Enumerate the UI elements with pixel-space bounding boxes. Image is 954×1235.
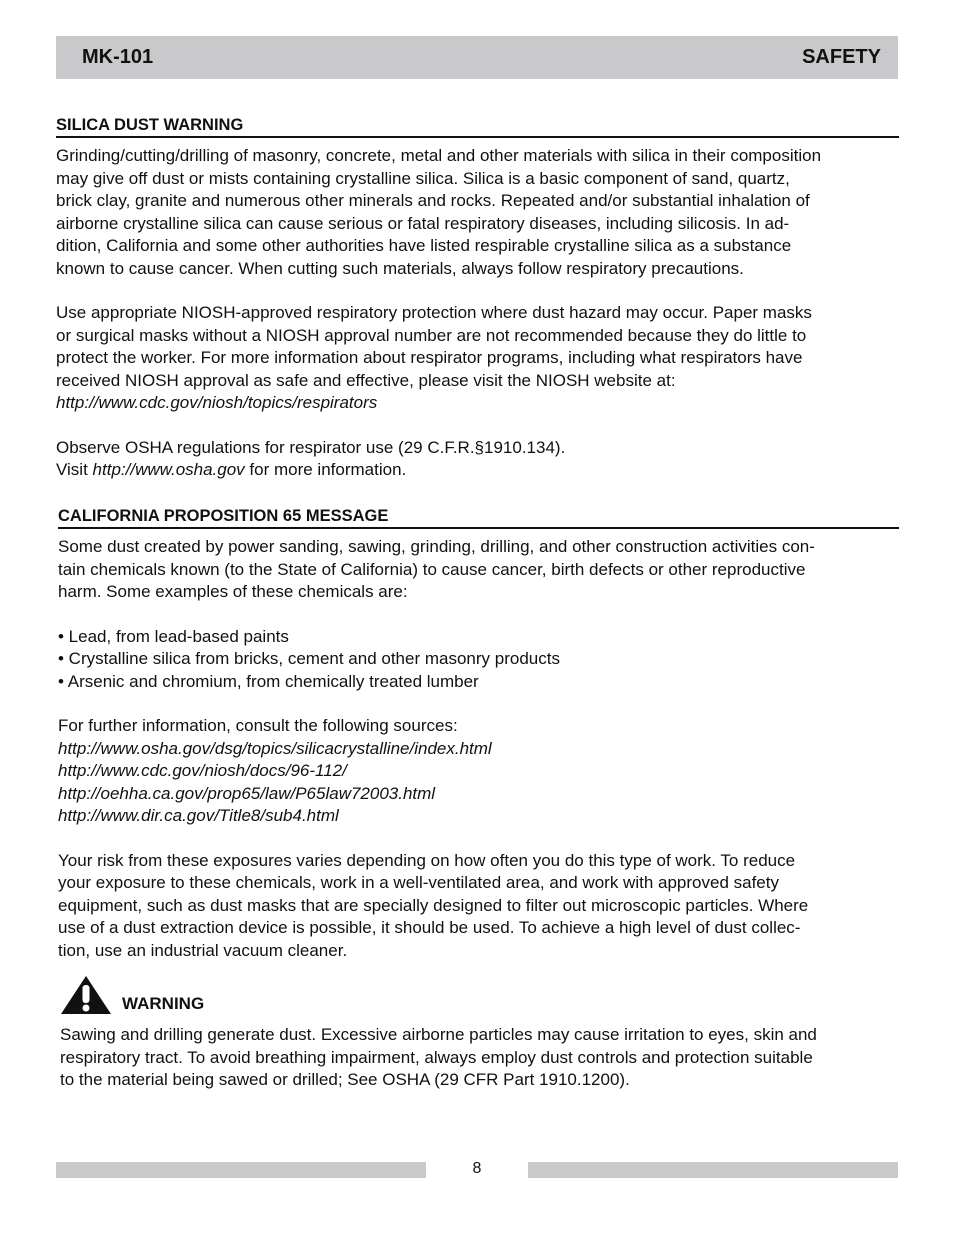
sources-intro: For further information, consult the following sources: [58,716,458,735]
warning-text: Sawing and drilling generate dust. Excessive airborne particles may cause irritation to eyes, skin and respiratory tract. To avoid breathing impairment, always employ dust controls and protection suitable to the material being sawed or drilled; See OSHA (29 CFR Part 1910.1200). [60,1025,817,1089]
list-item: • Arsenic and chromium, from chemically treated lumber [58,671,479,691]
silica-paragraph-2: Use appropriate NIOSH-approved respiratory protection where dust hazard may occur. Paper masks or surgical masks without a NIOSH approval number are not recommended because they do little to protect the worker. For more information about respirator programs, including what respirators have received NIOSH approval as safe and effective, please visit the NIOSH website at: [56,303,812,390]
list-item: • Lead, from lead-based paints [58,626,289,646]
osha-link[interactable]: http://www.osha.gov [92,460,245,479]
source-link-oehha[interactable]: http://oehha.ca.gov/prop65/law/P65law72003.html [58,783,436,803]
source-link-dir[interactable]: http://www.dir.ca.gov/Title8/sub4.html [58,806,339,825]
silica-paragraph-1: Grinding/cutting/drilling of masonry, concrete, metal and other materials with silica in their composition may give off dust or mists containing crystalline silica. Silica is a basic component of sand, quartz, brick clay, granite and numerous other minerals and rocks. Repeated and/or substantial inhalation of airborne crystalline silica can cause serious or fatal respiratory diseases, including silicosis. In ad- dition, California and some other authorities have listed respirable crystalline silica as a substance known to cause cancer. When cutting such materials, always follow respiratory precautions. [56,146,822,278]
warning-triangle-icon [60,975,112,1015]
page-number: 8 [472,1160,482,1177]
warning-label: WARNING [122,994,205,1013]
visit-suffix: for more information. [244,460,407,479]
footer-bar-left [56,1162,426,1178]
prop65-section [58,506,899,962]
prop65-paragraph-1: Some dust created by power sanding, sawing, grinding, drilling, and other construction activities con- tain chemicals known (to the State of California) to cause cancer, birth defects or other reproductive harm. Some examples of these chemicals are: [58,537,815,601]
footer-bar-right [528,1162,898,1178]
prop65-paragraph-2: Your risk from these exposures varies depending on how often you do this type of work. To reduce your exposure to these chemicals, work in a well-ventilated area, and work with approved safety equipment, such as dust masks that are specially designed to filter out microscopic particles. Where use of a dust extraction device is possible, it should be used. To achieve a high level of dust collec- tion, use an industrial vacuum cleaner. [58,850,809,960]
silica-paragraph-4 [56,459,899,482]
warning-section [60,1024,899,1092]
silica-paragraph-3: Observe OSHA regulations for respirator use (29 C.F.R.§1910.134). [56,437,566,457]
silica-title: SILICA DUST WARNING [56,115,899,138]
header-bar [56,36,898,79]
prop65-title: CALIFORNIA PROPOSITION 65 MESSAGE [58,506,899,529]
source-link-osha[interactable]: http://www.osha.gov/dsg/topics/silicacrystalline/index.html [58,738,492,758]
model-name: MK-101 [82,46,154,68]
visit-prefix: Visit [56,460,93,479]
list-item: • Crystalline silica from bricks, cement and other masonry products [58,649,560,668]
warning-header [60,975,204,1015]
silica-section [56,115,899,482]
source-link-cdc[interactable]: http://www.cdc.gov/niosh/docs/96-112/ [58,761,347,780]
section-name: SAFETY [802,46,881,68]
niosh-link[interactable]: http://www.cdc.gov/niosh/topics/respirators [56,393,378,412]
chemicals-list [58,626,899,694]
